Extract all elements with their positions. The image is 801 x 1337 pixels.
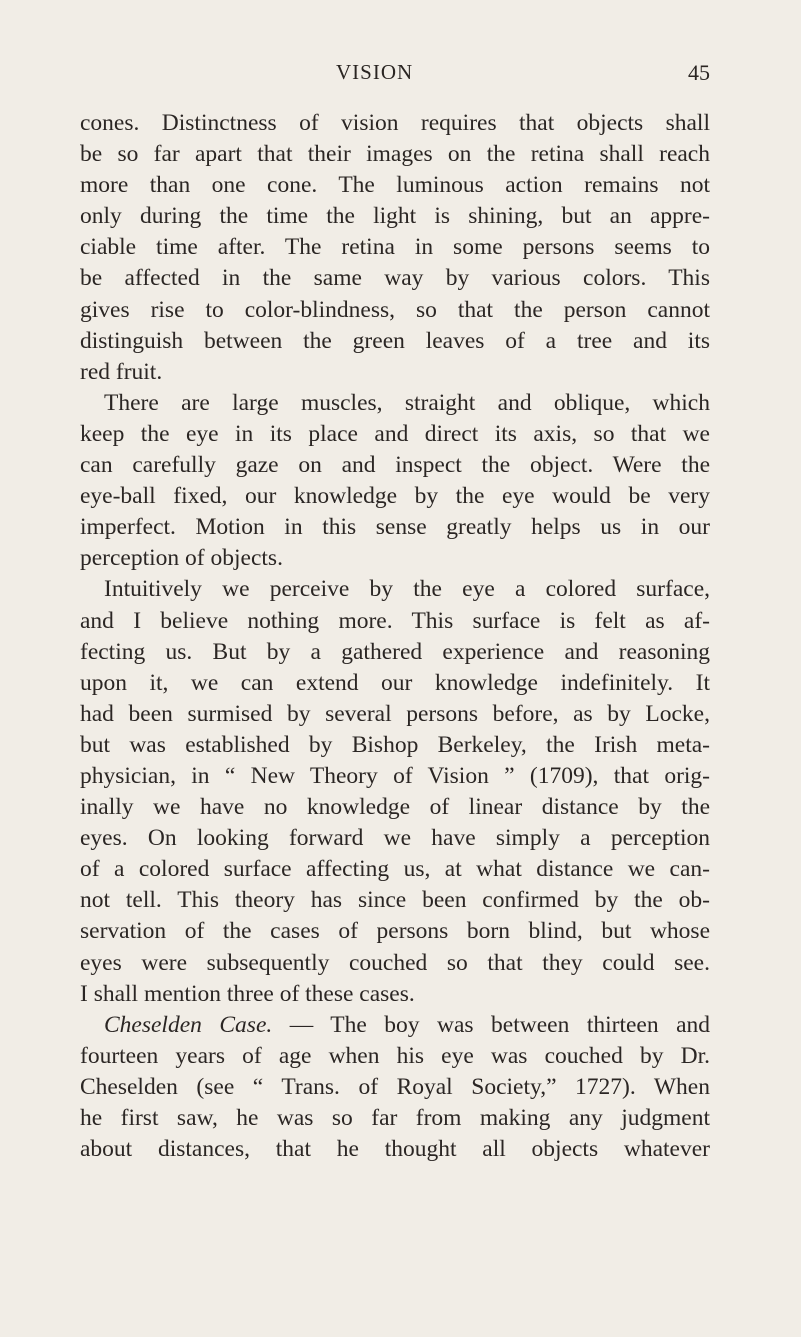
text-line: of a colored surface affecting us, at what distance we can- — [80, 856, 710, 883]
text-line: not tell. This theory has since been confirmed by the ob- — [80, 887, 710, 914]
text-line: distinguish between the green leaves of a tree and its — [80, 327, 710, 354]
text-line: gives rise to color-blindness, so that the person cannot — [80, 296, 710, 323]
text-line: keep the eye in its place and direct its axis, so that we — [80, 420, 710, 447]
text-line: fourteen years of age when his eye was couched by Dr. — [80, 1042, 710, 1069]
text-line: but was established by Bishop Berkeley, the Irish meta- — [80, 731, 710, 758]
text-line: red fruit. — [80, 358, 163, 385]
text-line: cones. Distinctness of vision requires that objects shall — [80, 110, 710, 136]
body-text — [80, 108, 710, 1165]
text-line: he first saw, he was so far from making any judgment — [80, 1105, 710, 1131]
text-line: fecting us. But by a gathered experience and reasoning — [80, 638, 710, 665]
text-line-with-heading — [80, 1010, 710, 1041]
text-line: and I believe nothing more. This surface is felt as af- — [80, 607, 710, 634]
text-line: imperfect. Motion in this sense greatly helps us in our — [80, 514, 710, 541]
text-line: upon it, we can extend our knowledge indefinitely. It — [80, 669, 710, 696]
text-line: had been surmised by several persons before, as by Locke, — [80, 700, 710, 727]
text-line: ciable time after. The retina in some persons seems to — [80, 234, 710, 261]
text-line: about distances, that he thought all objects whatever — [80, 1136, 710, 1163]
text-line: eyes. On looking forward we have simply a perception — [80, 825, 710, 852]
text-line: only during the time the light is shining, but an appre- — [80, 203, 710, 230]
text-line: can carefully gaze on and inspect the object. Were the — [80, 452, 710, 479]
text-line: be affected in the same way by various colors. This — [80, 265, 710, 292]
text-line: inally we have no knowledge of linear distance by the — [80, 794, 710, 821]
text-line: Intuitively we perceive by the eye a colored surface, — [104, 576, 710, 603]
text-line-remainder: — The boy was between thirteen and — [289, 1011, 711, 1038]
text-line: I shall mention three of these cases. — [80, 980, 415, 1007]
text-line: physician, in “ New Theory of Vision ” (1709), that orig- — [80, 762, 710, 789]
text-line: There are large muscles, straight and oblique, which — [104, 389, 710, 416]
text-line: servation of the cases of persons born blind, but whose — [80, 918, 710, 945]
text-line: perception of objects. — [80, 545, 283, 572]
text-line: eyes were subsequently couched so that they could see. — [80, 949, 710, 976]
case-heading: Cheselden Case. — [104, 1011, 273, 1038]
page-number: 45 — [688, 60, 710, 85]
text-line: Cheselden (see “ Trans. of Royal Society,” 1727). When — [80, 1073, 710, 1100]
text-line: eye-ball fixed, our knowledge by the eye would be very — [80, 483, 710, 510]
text-line: be so far apart that their images on the retina shall reach — [80, 141, 710, 168]
text-line: more than one cone. The luminous action remains not — [80, 172, 710, 199]
running-title: VISION — [336, 60, 414, 84]
running-head — [80, 60, 710, 90]
